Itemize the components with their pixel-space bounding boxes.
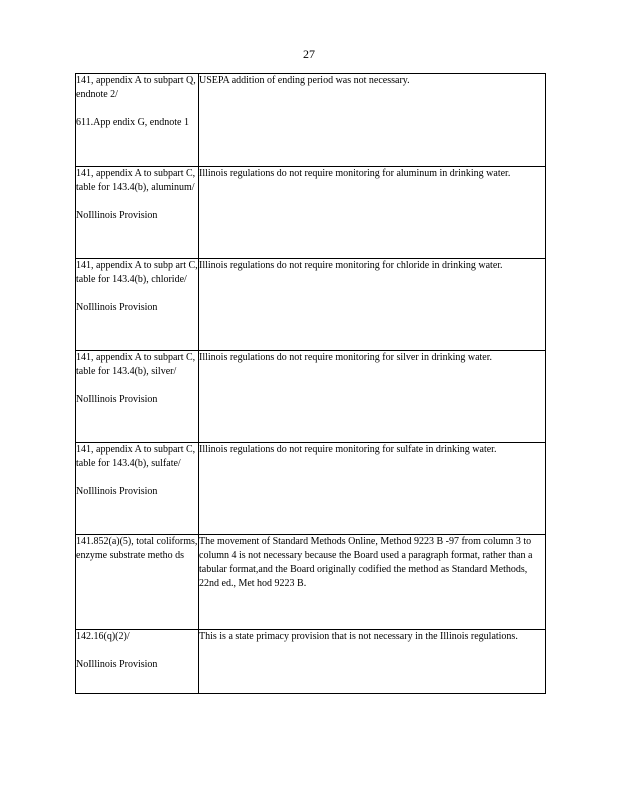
section-cell xyxy=(76,351,199,443)
table-row xyxy=(76,167,546,259)
explanation-text: The movement of Standard Methods Online, Method 9223 B -97 from column 3 to column 4 is not necessary because the Board used a paragraph format, rather than a tabular format,and the Board originally codified the method as Standard Methods, 22nd ed., Met hod 9223 B. xyxy=(199,536,533,589)
explanation-cell xyxy=(199,167,546,259)
section-cell xyxy=(76,630,199,694)
section-reference: NoIllinois Provision xyxy=(76,210,158,221)
comparison-table xyxy=(75,73,546,694)
section-reference: 141.852(a)(5), total coliforms, enzyme substrate metho ds xyxy=(76,536,198,561)
section-cell xyxy=(76,259,199,351)
explanation-text: Illinois regulations do not require monitoring for sulfate in drinking water. xyxy=(199,444,497,455)
section-cell xyxy=(76,535,199,630)
section-reference: 141, appendix A to subpart C, table for 143.4(b), sulfate/ xyxy=(76,444,196,469)
section-reference: 141, appendix A to subpart Q, endnote 2/ xyxy=(76,75,196,100)
section-cell xyxy=(76,167,199,259)
page-number: 27 xyxy=(303,47,315,61)
table-row xyxy=(76,351,546,443)
table-row xyxy=(76,443,546,535)
explanation-text: Illinois regulations do not require monitoring for chloride in drinking water. xyxy=(199,260,503,271)
table-row xyxy=(76,259,546,351)
table-row xyxy=(76,630,546,694)
section-reference: 141, appendix A to subpart C, table for 143.4(b), silver/ xyxy=(76,352,196,377)
section-reference: NoIllinois Provision xyxy=(76,659,158,670)
explanation-cell xyxy=(199,535,546,630)
explanation-text: Illinois regulations do not require monitoring for aluminum in drinking water. xyxy=(199,168,511,179)
explanation-cell xyxy=(199,630,546,694)
table-row xyxy=(76,535,546,630)
explanation-text: Illinois regulations do not require monitoring for silver in drinking water. xyxy=(199,352,493,363)
section-reference: 141, appendix A to subp art C, table for 143.4(b), chloride/ xyxy=(76,260,198,285)
explanation-cell xyxy=(199,351,546,443)
explanation-cell xyxy=(199,74,546,167)
section-reference: NoIllinois Provision xyxy=(76,302,158,313)
explanation-cell xyxy=(199,443,546,535)
section-reference: 611.App endix G, endnote 1 xyxy=(76,117,189,128)
explanation-text: USEPA addition of ending period was not necessary. xyxy=(199,75,410,86)
explanation-cell xyxy=(199,259,546,351)
section-reference: 142.16(q)(2)/ xyxy=(76,631,130,642)
section-cell xyxy=(76,74,199,167)
explanation-text: This is a state primacy provision that is not necessary in the Illinois regulations. xyxy=(199,631,518,642)
table-row xyxy=(76,74,546,167)
section-reference: 141, appendix A to subpart C, table for 143.4(b), aluminum/ xyxy=(76,168,196,193)
section-reference: NoIllinois Provision xyxy=(76,394,158,405)
section-cell xyxy=(76,443,199,535)
section-reference: NoIllinois Provision xyxy=(76,486,158,497)
